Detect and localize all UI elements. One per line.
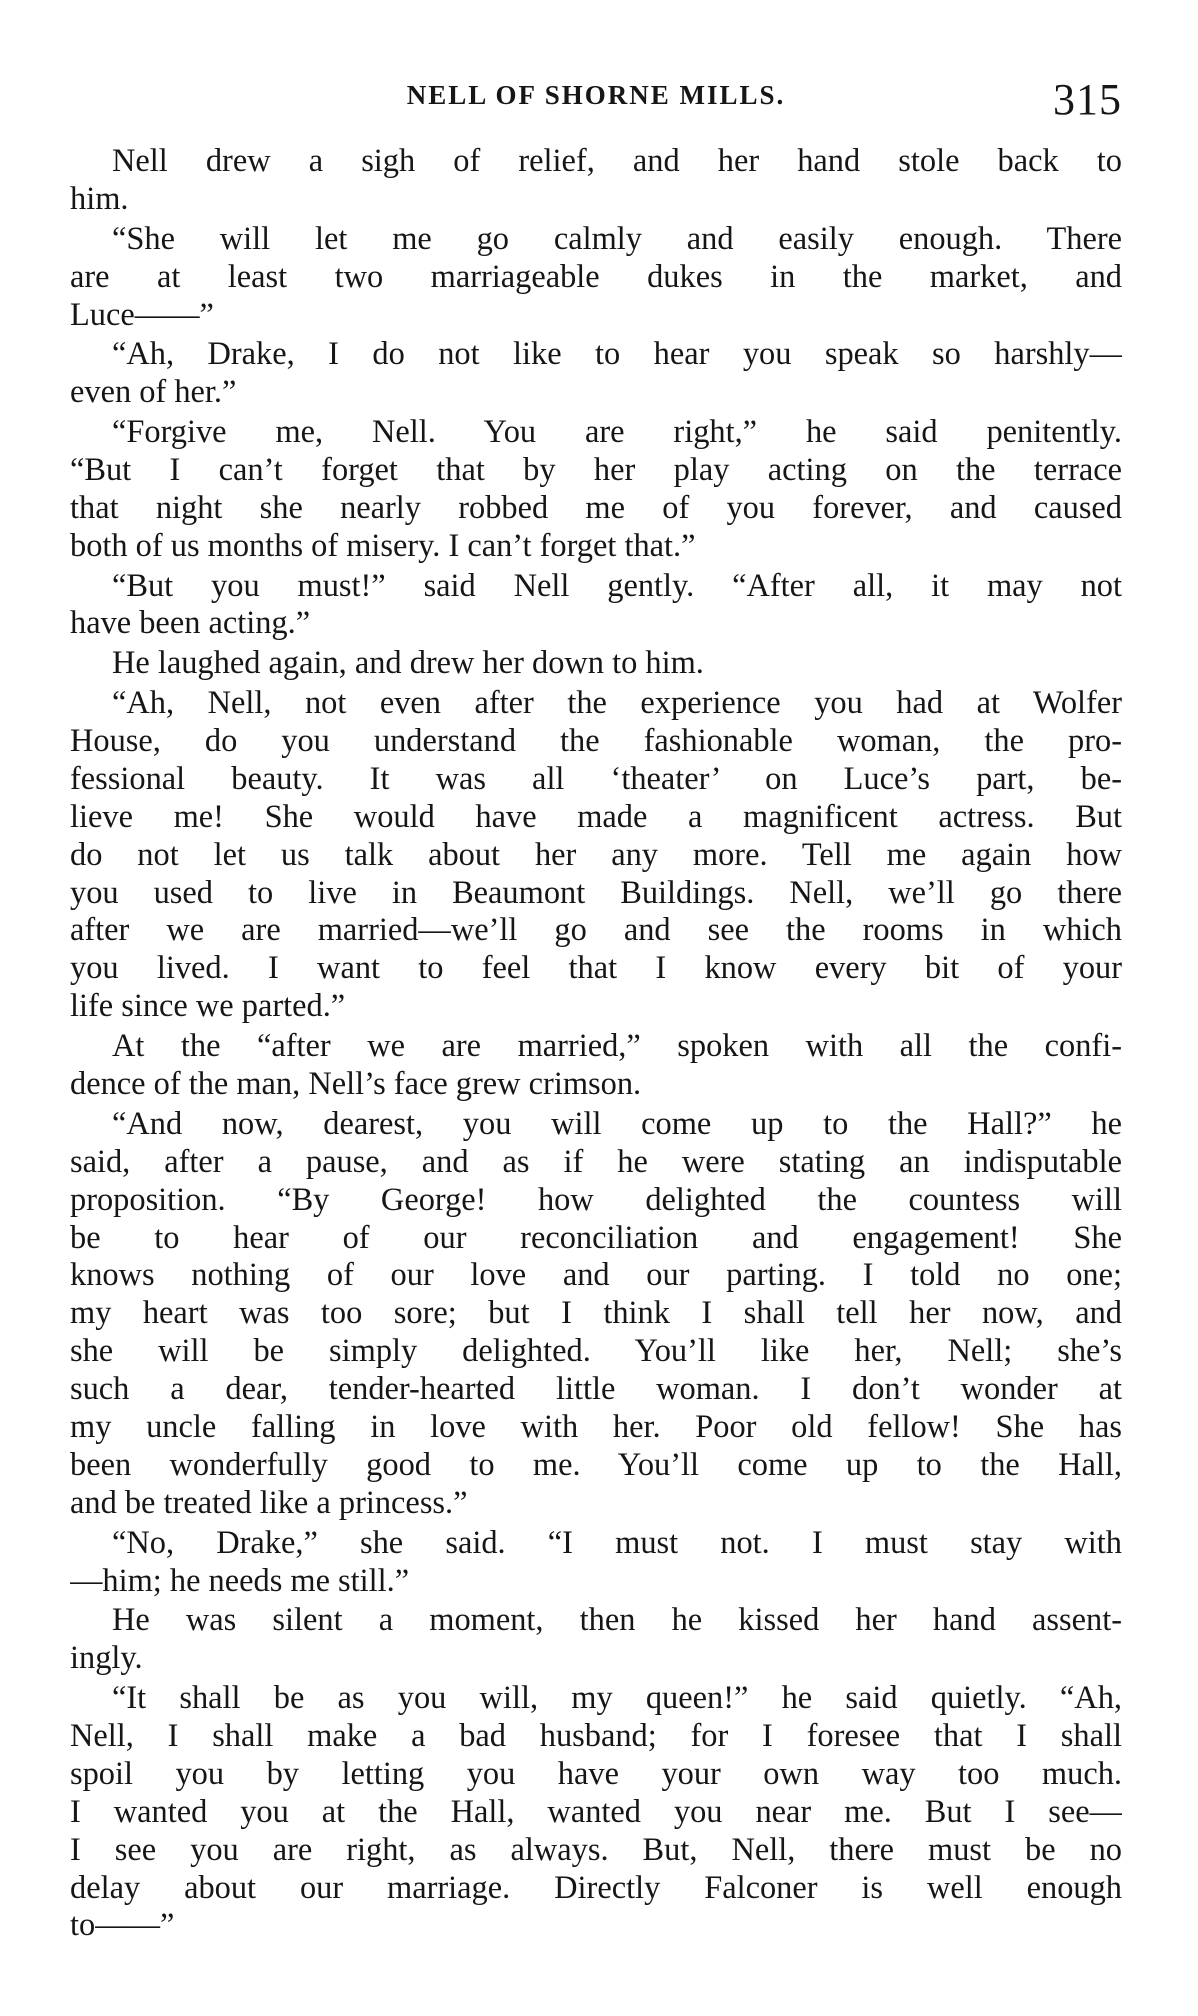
text-line: At the “after we are married,” spoken with all the confi-	[112, 1028, 1122, 1065]
text-line: you used to live in Beaumont Buildings. Nell, we’ll go there	[70, 874, 1122, 911]
text-line: my uncle falling in love with her. Poor old fellow! She has	[70, 1409, 1122, 1446]
text-line: you lived. I want to feel that I know every bit of your	[70, 950, 1122, 987]
paragraph	[70, 1602, 1122, 1678]
text-line: “But you must!” said Nell gently. “After all, it may not	[112, 567, 1122, 604]
text-line: I see you are right, as always. But, Nell, there must be no	[70, 1831, 1122, 1868]
text-line: Nell, I shall make a bad husband; for I foresee that I shall	[70, 1717, 1122, 1754]
text-line: such a dear, tender-hearted little woman. I don’t wonder at	[70, 1371, 1122, 1408]
text-line: “She will let me go calmly and easily enough. There	[112, 220, 1122, 257]
page-number: 315	[1053, 75, 1122, 124]
text-line: have been acting.”	[70, 605, 311, 642]
paragraph	[70, 1028, 1122, 1104]
text-line: she will be simply delighted. You’ll like her, Nell; she’s	[70, 1333, 1122, 1370]
text-line: spoil you by letting you have your own way too much.	[70, 1755, 1122, 1792]
text-line: that night she nearly robbed me of you forever, and caused	[70, 489, 1122, 526]
text-line: “No, Drake,” she said. “I must not. I must stay with	[112, 1524, 1122, 1561]
text-line: “Ah, Drake, I do not like to hear you speak so harshly—	[112, 336, 1122, 373]
text-line: “Ah, Nell, not even after the experience you had at Wolfer	[112, 685, 1122, 722]
text-line: knows nothing of our love and our parting. I told no one;	[70, 1257, 1122, 1294]
text-line: House, do you understand the fashionable woman, the pro-	[70, 722, 1122, 759]
text-line: him.	[70, 180, 129, 217]
paragraph	[70, 685, 1122, 1026]
text-line: life since we parted.”	[70, 988, 346, 1025]
paragraph	[70, 1525, 1122, 1601]
text-line: to——”	[70, 1907, 175, 1944]
text-line: said, after a pause, and as if he were stating an indisputable	[70, 1143, 1122, 1180]
paragraph	[70, 414, 1122, 566]
text-line: do not let us talk about her any more. Tell me again how	[70, 836, 1122, 873]
text-line: are at least two marriageable dukes in the market, and	[70, 258, 1122, 295]
paragraph	[70, 143, 1122, 219]
text-line: “Forgive me, Nell. You are right,” he said penitently.	[112, 414, 1122, 451]
text-line: He was silent a moment, then he kissed her hand assent-	[112, 1602, 1122, 1639]
paragraph	[70, 221, 1122, 335]
paragraph	[70, 1106, 1122, 1523]
text-line: “It shall be as you will, my queen!” he said quietly. “Ah,	[112, 1680, 1122, 1717]
text-line: He laughed again, and drew her down to him.	[112, 645, 704, 682]
text-line: “But I can’t forget that by her play acting on the terrace	[70, 451, 1122, 488]
text-line: Luce——”	[70, 296, 214, 333]
paragraph	[70, 645, 1122, 683]
text-line: after we are married—we’ll go and see the rooms in which	[70, 912, 1122, 949]
paragraph	[70, 1680, 1122, 1945]
paragraph	[70, 336, 1122, 412]
text-line: dence of the man, Nell’s face grew crimson.	[70, 1065, 642, 1102]
text-line: both of us months of misery. I can’t forget that.”	[70, 527, 696, 564]
running-title: NELL OF SHORNE MILLS.	[406, 80, 786, 110]
text-line: ingly.	[70, 1640, 143, 1677]
text-line: lieve me! She would have made a magnificent actress. But	[70, 798, 1122, 835]
text-line: proposition. “By George! how delighted the countess will	[70, 1181, 1122, 1218]
running-header	[70, 74, 1122, 124]
text-line: Nell drew a sigh of relief, and her hand stole back to	[112, 143, 1122, 179]
text-line: —him; he needs me still.”	[70, 1562, 410, 1599]
text-line: and be treated like a princess.”	[70, 1484, 468, 1521]
text-line: I wanted you at the Hall, wanted you near me. But I see—	[70, 1793, 1122, 1830]
text-line: even of her.”	[70, 374, 237, 411]
text-line: been wonderfully good to me. You’ll come up to the Hall,	[70, 1446, 1122, 1483]
text-line: my heart was too sore; but I think I shall tell her now, and	[70, 1295, 1122, 1332]
text-line: “And now, dearest, you will come up to the Hall?” he	[112, 1105, 1122, 1142]
text-line: delay about our marriage. Directly Falconer is well enough	[70, 1869, 1122, 1906]
paragraph	[70, 568, 1122, 644]
body-text	[70, 143, 1122, 1947]
text-line: be to hear of our reconciliation and engagement! She	[70, 1219, 1122, 1256]
text-line: fessional beauty. It was all ‘theater’ on Luce’s part, be-	[70, 760, 1122, 797]
